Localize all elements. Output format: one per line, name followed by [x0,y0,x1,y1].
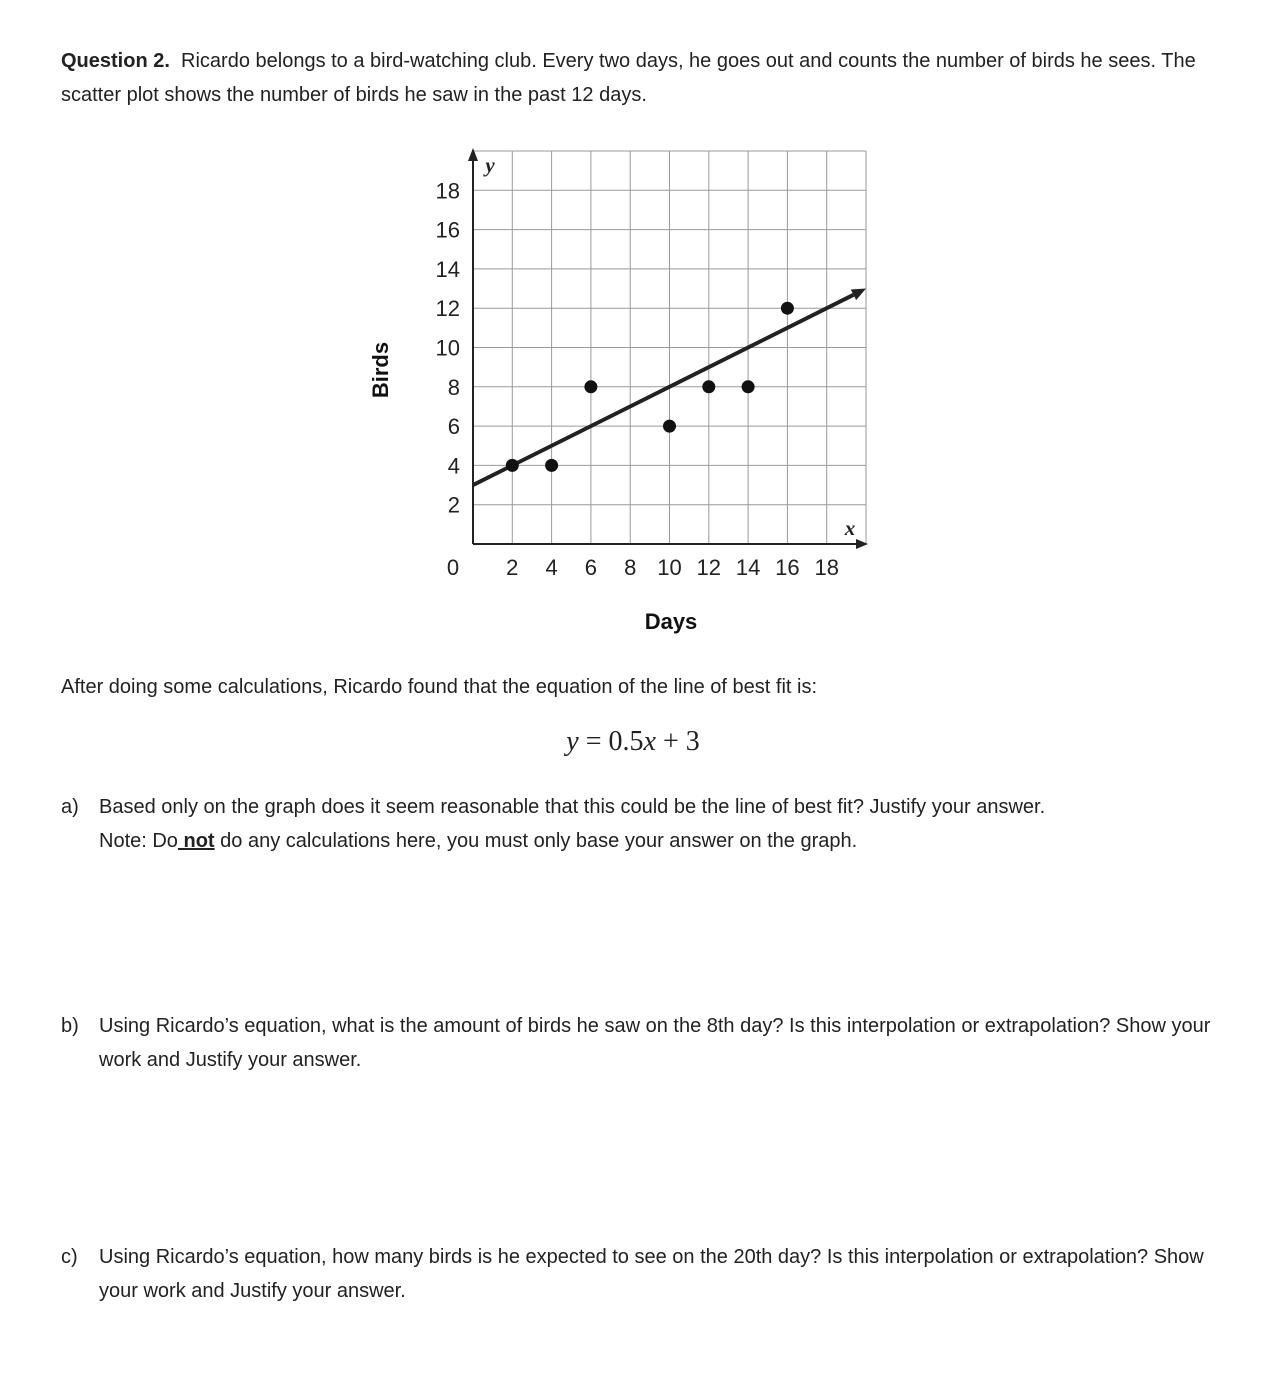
data-point [702,380,715,393]
part-b-label: b) [61,1015,79,1037]
x-tick-label: 16 [775,555,800,580]
y-tick-label: 14 [435,256,460,282]
x-tick-label: 12 [696,555,722,580]
data-point [781,302,794,315]
equation-x: x [643,726,656,757]
x-tick-label: 4 [545,555,558,580]
part-b-question: Using Ricardo’s equation, what is the amount of birds he saw on the 8th day? Is this interpolation or extrapolation? Show your work and Justify your answer. [99,1015,1211,1071]
after-text: After doing some calculations, Ricardo found that the equation of the line of best fit is: [61,676,818,698]
y-axis-title: Birds [368,341,393,399]
x-tick-label: 6 [584,555,598,580]
y-tick-label: 8 [447,374,460,400]
note-after: do any calculations here, you must only base your answer on the graph. [214,830,858,852]
part-a-label: a) [61,796,79,818]
part-a-note [99,824,1221,858]
x-tick-label: 14 [735,555,761,580]
question-number: Question 2. [61,50,170,72]
y-tick-label: 12 [435,296,460,322]
origin-label: 0 [446,555,460,580]
part-a [61,790,1221,858]
chart-ticks [436,178,839,580]
x-axis-letter: x [844,516,856,540]
question-intro-text: Ricardo belongs to a bird-watching club. Every two days, he goes out and counts the number of birds he sees. The scatter plot shows the number of birds he saw in the past 12 days. [61,50,1196,106]
part-b [61,1009,1221,1077]
x-tick-label: 8 [624,555,637,580]
y-tick-label: 4 [447,453,460,479]
data-point [742,380,755,393]
x-tick-label: 18 [814,555,839,580]
part-a-question: Based only on the graph does it seem reasonable that this could be the line of best fit? Justify your answer. [99,796,1046,818]
equation-mid: = 0.5 [578,726,644,757]
data-point [663,420,676,433]
y-tick-label: 6 [447,414,460,440]
data-point [584,380,597,393]
chart-axes [468,148,868,549]
trend-line [473,295,853,485]
part-c-label: c) [61,1246,78,1268]
equation-y: y [566,726,579,757]
y-axis-arrow [468,148,478,161]
y-tick-label: 18 [435,178,460,204]
part-c [61,1240,1221,1308]
best-fit-equation [0,726,1266,758]
data-point [545,459,558,472]
y-tick-label: 2 [447,492,460,518]
note-before: Note: Do [99,830,178,852]
y-axis-letter: y [485,153,495,177]
chart-grid [473,151,866,544]
note-emphasis [178,830,215,852]
note-emphasis-text: not [177,830,215,852]
y-tick-label: 10 [435,335,460,361]
y-tick-label: 16 [435,217,460,243]
x-tick-label: 2 [506,555,519,580]
part-c-question: Using Ricardo’s equation, how many birds is he expected to see on the 20th day? Is this interpolation or extrapolation? Show your work and Justify your answer. [99,1246,1204,1302]
scatter-plot [0,0,1266,660]
x-tick-label: 10 [657,555,682,580]
data-point [506,459,519,472]
x-axis-title: Days [644,609,698,634]
equation-rhs: + 3 [655,726,700,757]
